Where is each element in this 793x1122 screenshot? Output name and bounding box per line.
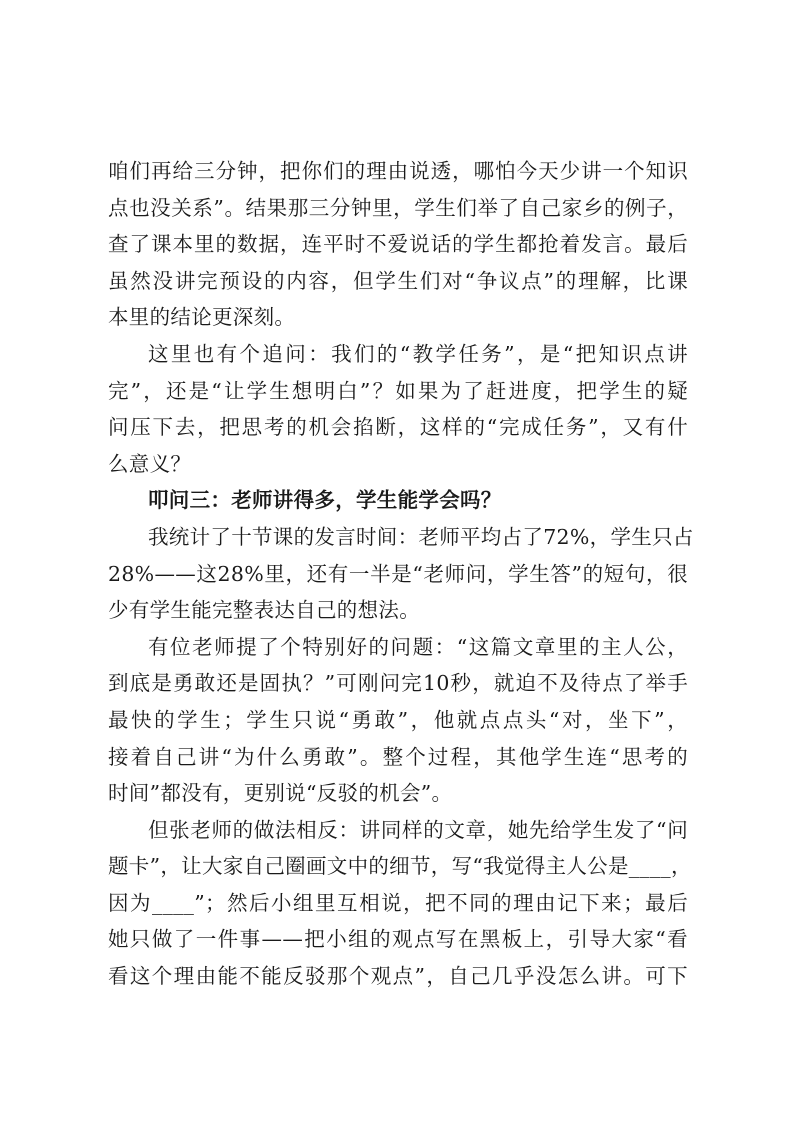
text-line: 问压下去，把思考的机会掐断，这样的“完成任务”，又有什 — [108, 415, 688, 440]
text-line: 这里也有个追问：我们的“教学任务”，是“把知识点讲 — [148, 341, 688, 366]
text-line: 少有学生能完整表达自己的想法。 — [108, 598, 420, 623]
text-line: 因为____”；然后小组里互相说，把不同的理由记下来；最后 — [108, 890, 688, 915]
text-line: 她只做了一件事——把小组的观点写在黑板上，引导大家“看 — [108, 927, 688, 952]
text-line: 接着自己讲“为什么勇敢”。整个过程，其他学生连“思考的 — [108, 744, 688, 769]
text-line: 28%——这28%里，还有一半是“老师问，学生答”的短句，很 — [108, 561, 688, 586]
text-line: 咱们再给三分钟，把你们的理由说透，哪怕今天少讲一个知识 — [108, 159, 688, 183]
body-text — [108, 153, 694, 995]
section-heading: 叩问三：老师讲得多，学生能学会吗？ — [148, 488, 502, 513]
text-line: 但张老师的做法相反：讲同样的文章，她先给学生发了“问 — [148, 817, 688, 842]
text-line: 最快的学生；学生只说“勇敢”，他就点点头“对，坐下”， — [108, 707, 688, 732]
text-line: 虽然没讲完预设的内容，但学生们对“争议点”的理解，比课 — [108, 268, 688, 293]
text-line: 完”，还是“让学生想明白”？如果为了赶进度，把学生的疑 — [108, 378, 688, 403]
text-line: 本里的结论更深刻。 — [108, 305, 296, 330]
text-line: 题卡”，让大家自己圈画文中的细节，写“我觉得主人公是____， — [108, 854, 692, 879]
text-line: 么意义？ — [108, 451, 192, 476]
text-line: 到底是勇敢还是固执？”可刚问完10秒，就迫不及待点了举手 — [108, 671, 688, 696]
text-line: 有位老师提了个特别好的问题：“这篇文章里的主人公， — [148, 634, 688, 659]
text-line: 点也没关系”。结果那三分钟里，学生们举了自己家乡的例子， — [108, 195, 688, 220]
text-line: 我统计了十节课的发言时间：老师平均占了72%，学生只占 — [148, 524, 694, 549]
text-line: 看这个理由能不能反驳那个观点”，自己几乎没怎么讲。可下 — [108, 964, 688, 989]
text-line: 查了课本里的数据，连平时不爱说话的学生都抢着发言。最后 — [108, 232, 688, 257]
text-line: 时间”都没有，更别说“反驳的机会”。 — [108, 781, 453, 806]
